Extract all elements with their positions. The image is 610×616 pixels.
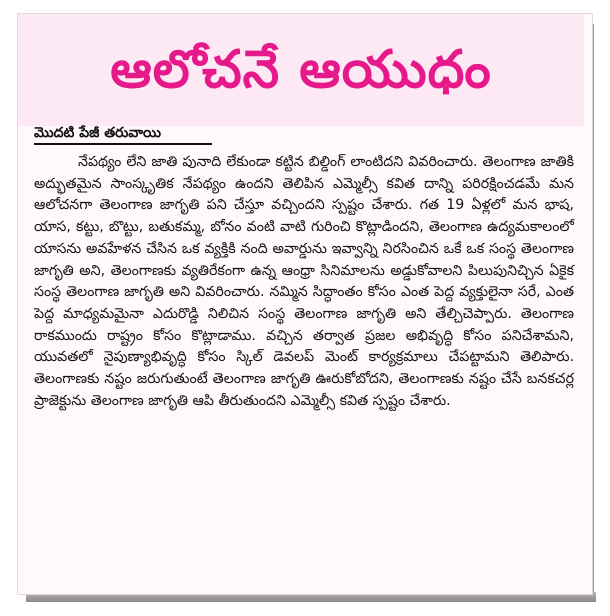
article-headline: ఆలోచనే ఆయుధం	[110, 40, 492, 100]
article-kicker: మొదటి పేజీ తరువాయి	[34, 125, 161, 141]
article-body: నేపథ్యం లేని జాతి పునాది లేకుండా కట్టిన బిల్డింగ్ లాంటిదని వివరించారు. తెలంగాణ జాతికి అద్భుతమైన సాంస్కృతిక నేపథ్యం ఉందని తెలిపిన ఎమ్మెల్సీ కవిత దాన్ని పరిరక్షించడమే మన ఆలోచనగా తెలంగాణ జాగృతి పని చేస్తూ వచ్చిందని స్పష్టం చేశారు. గత 19 ఏళ్లలో మన భాష, యాస, కట్టు, బొట్టు, బతుకమ్మ, బోనం వంటి వాటి గురించి కొట్లాడిందని, తెలంగాణ ఉద్యమకాలంలో యాసను అవహేళన చేసిన ఒక వ్యక్తికి నంది అవార్డును ఇవ్వాన్ని నిరసించిన ఒకే ఒక సంస్థ తెలంగాణ జాగృతి అని, తెలంగాణకు వ్యతిరేకంగా ఉన్న ఆంధ్రా సినిమాలను అడ్డుకోవాలని పిలుపునిచ్చిన ఏకైక సంస్థ తెలంగాణ జాగృతి అని వివరించారు. నమ్మిన సిద్ధాంతం కోసం ఎంత పెద్ద వ్యక్తులైనా సరే, ఎంత పెద్ద మాధ్యమమైనా ఎదురొడ్డి నిలిచిన సంస్థ తెలంగాణ జాగృతి అని తేల్చిచెప్పారు. తెలంగాణ రాకముందు రాష్ట్రం కోసం కొట్లాడాము. వచ్చిన తర్వాత ప్రజల అభివృద్ధి కోసం పనిచేశామని, యువతలో నైపుణ్యాభివృద్ధి కోసం స్కిల్ డెవలప్ మెంట్ కార్యక్రమాలు చేపట్టామని తెలిపారు. తెలంగాణకు నష్టం జరుగుతుంటే తెలంగాణ జాగృతి ఊరుకోబోదని, తెలంగాణకు నష్టం చేసే బనకచర్ల ప్రాజెక్టును తెలంగాణ జాగృతి ఆపి తీరుతుందని ఎమ్మెల్సీ కవిత స్పష్టం చేశారు.	[34, 154, 574, 409]
kicker-underline	[34, 143, 212, 145]
